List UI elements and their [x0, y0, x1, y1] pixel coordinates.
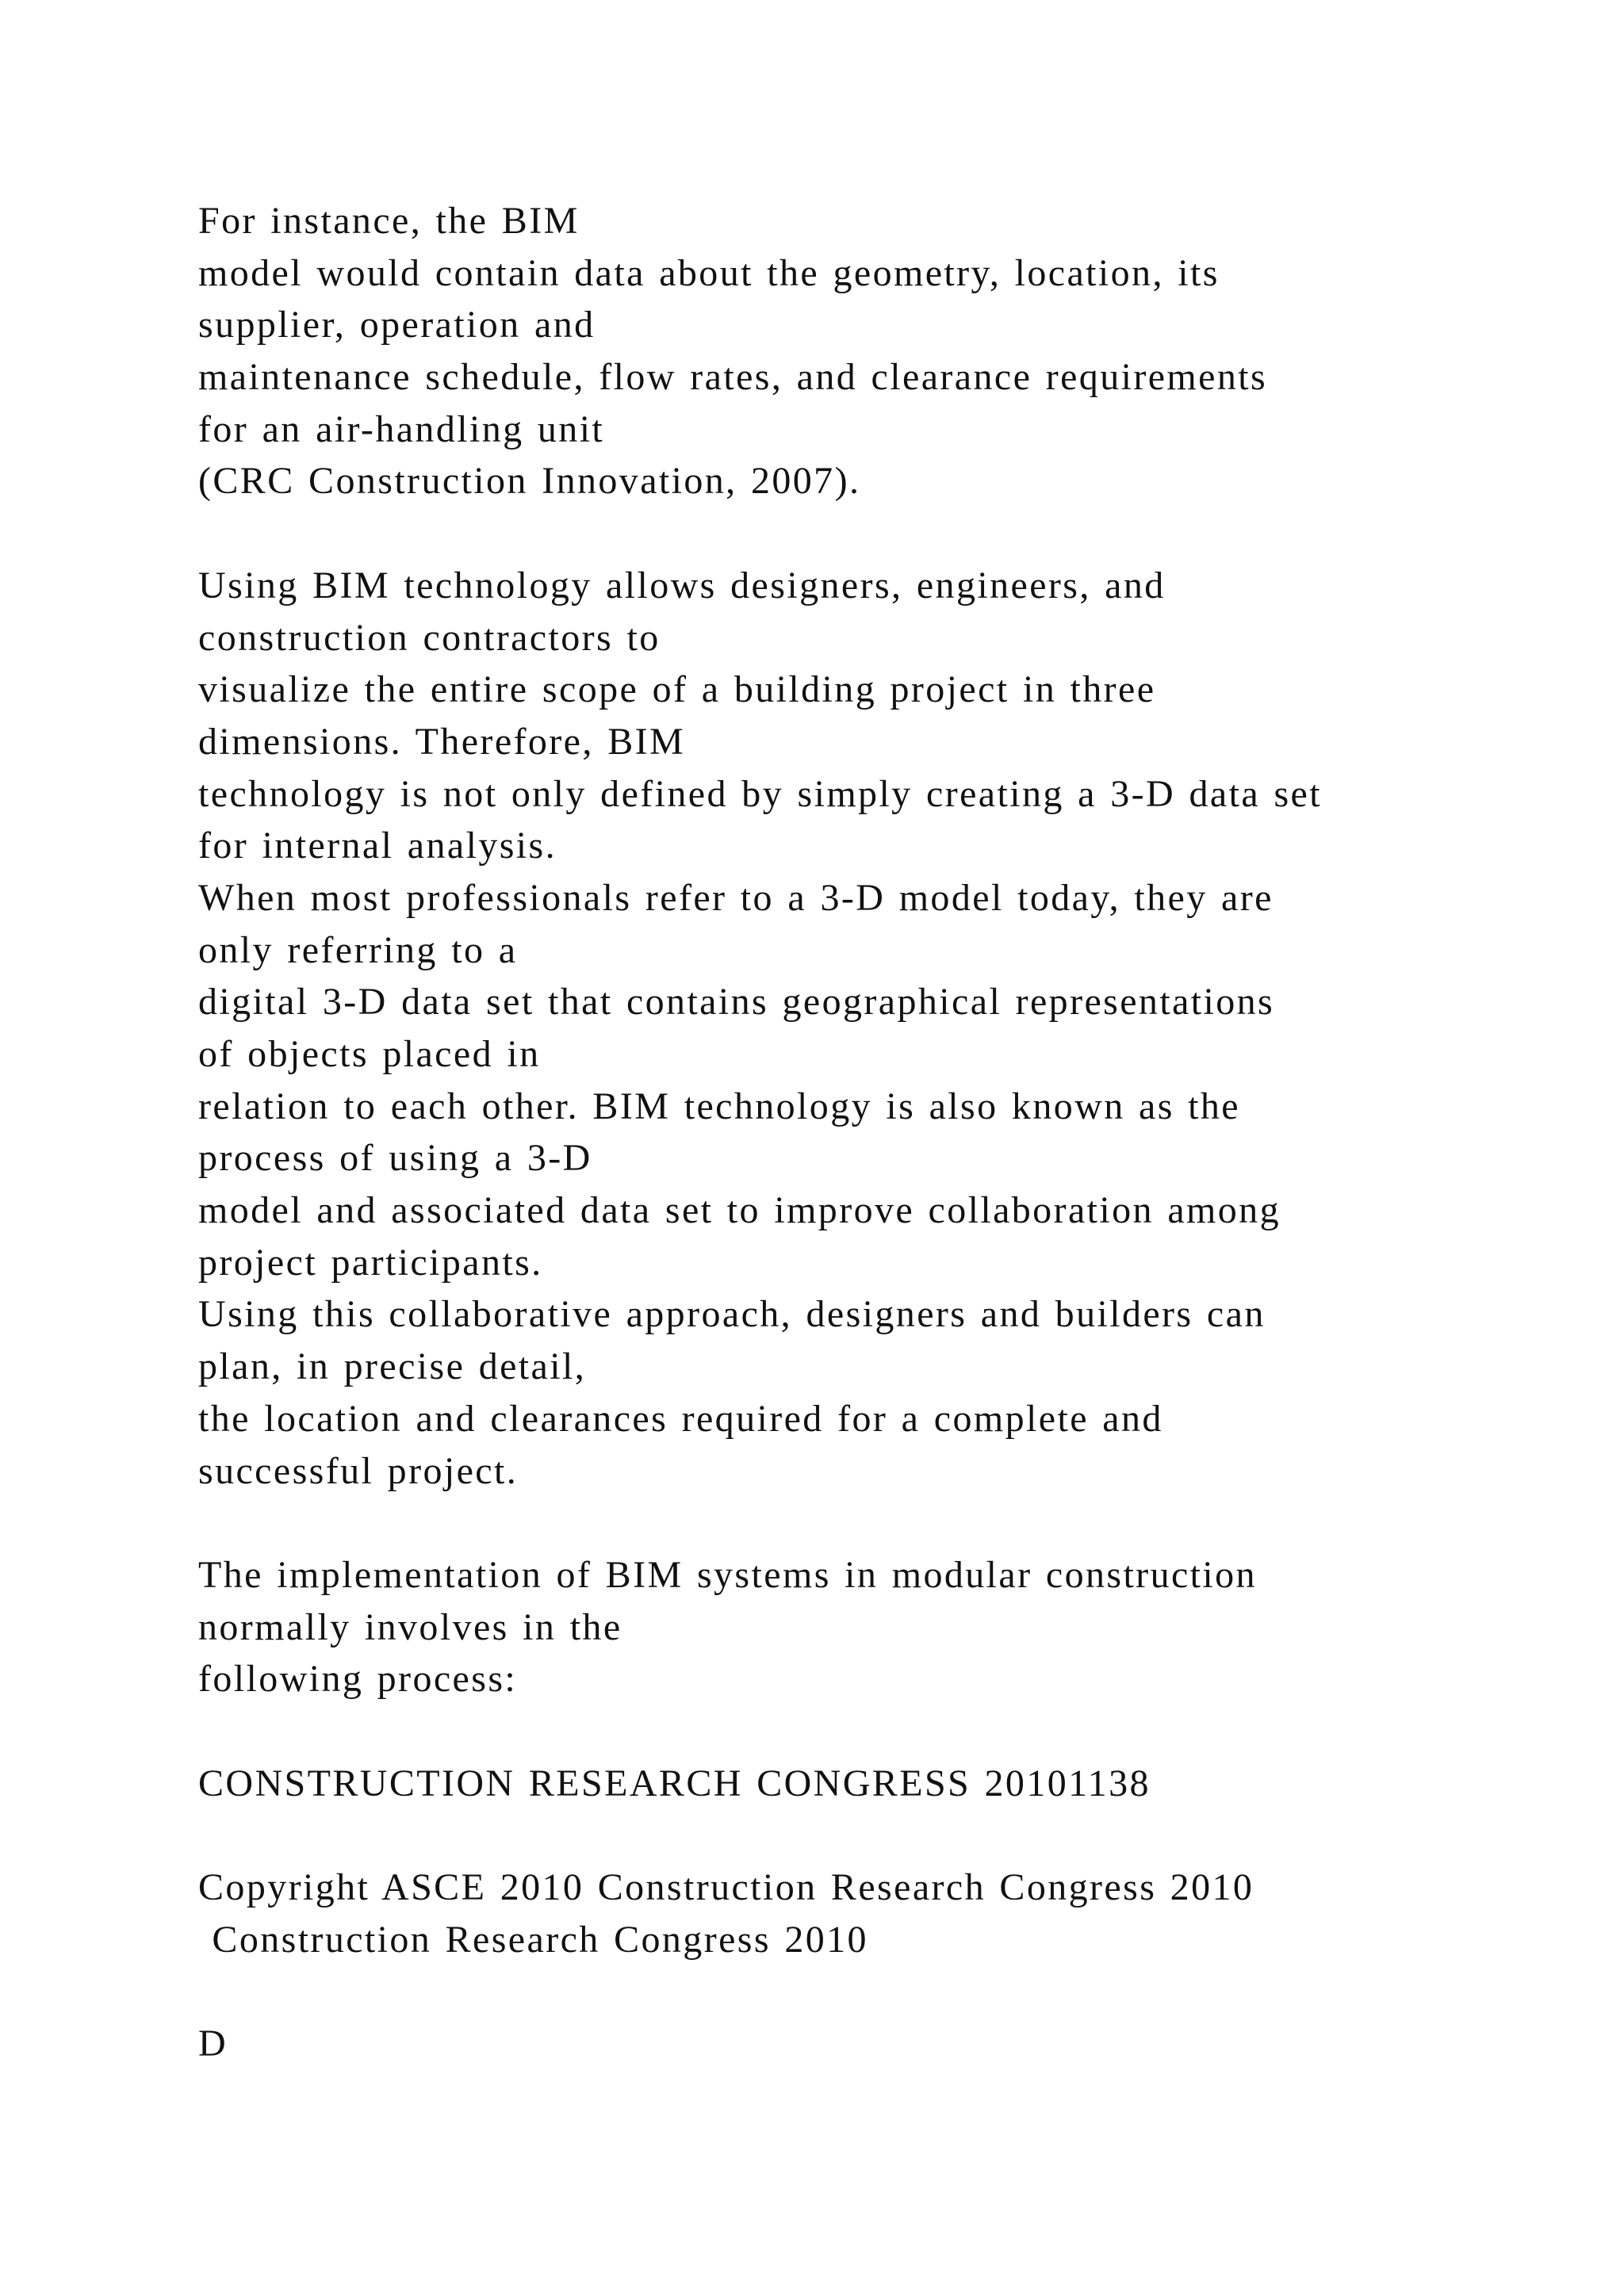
- blank-line: [198, 1965, 1546, 2018]
- text-line: successful project.: [198, 1449, 519, 1492]
- text-line: dimensions. Therefore, BIM: [198, 720, 686, 763]
- text-line: (CRC Construction Innovation, 2007).: [198, 460, 861, 503]
- text-line: For instance, the BIM: [198, 200, 580, 242]
- text-line: the location and clearances required for a complete and: [198, 1397, 1163, 1440]
- text-line: The implementation of BIM systems in modular construction: [198, 1553, 1257, 1596]
- text-line: construction contractors to: [198, 616, 661, 659]
- copyright-line: Construction Research Congress 2010: [198, 1918, 868, 1961]
- text-line: digital 3-D data set that contains geographical representations: [198, 981, 1275, 1024]
- running-header: CONSTRUCTION RESEARCH CONGRESS 20101138: [198, 1762, 1151, 1804]
- text-line: D: [198, 2022, 228, 2065]
- text-line: Using this collaborative approach, designers and builders can: [198, 1293, 1266, 1336]
- text-line: normally involves in the: [198, 1605, 622, 1648]
- text-line: relation to each other. BIM technology is also known as the: [198, 1085, 1241, 1127]
- blank-line: [198, 1809, 1546, 1862]
- text-line: project participants.: [198, 1241, 543, 1284]
- text-line: only referring to a: [198, 928, 518, 971]
- text-line: model and associated data set to improve collaboration among: [198, 1189, 1281, 1232]
- document-text: [198, 195, 1546, 2070]
- text-line: visualize the entire scope of a building project in three: [198, 668, 1156, 711]
- text-line: maintenance schedule, flow rates, and clearance requirements: [198, 356, 1268, 399]
- text-line: Using BIM technology allows designers, engineers, and: [198, 564, 1166, 607]
- text-line: for an air-handling unit: [198, 408, 605, 450]
- text-line: model would contain data about the geometry, location, its: [198, 251, 1220, 294]
- copyright-line: Copyright ASCE 2010 Construction Research Congress 2010: [198, 1866, 1254, 1908]
- text-line: following process:: [198, 1658, 518, 1701]
- text-line: of objects placed in: [198, 1033, 541, 1075]
- blank-line: [198, 1705, 1546, 1758]
- text-line: When most professionals refer to a 3-D model today, they are: [198, 876, 1274, 919]
- text-line: for internal analysis.: [198, 825, 557, 867]
- text-line: supplier, operation and: [198, 304, 596, 346]
- blank-line: [198, 1497, 1546, 1549]
- text-line: technology is not only defined by simply creating a 3-D data set: [198, 772, 1322, 815]
- text-line: plan, in precise detail,: [198, 1345, 587, 1388]
- blank-line: [198, 507, 1546, 560]
- text-line: process of using a 3-D: [198, 1137, 592, 1180]
